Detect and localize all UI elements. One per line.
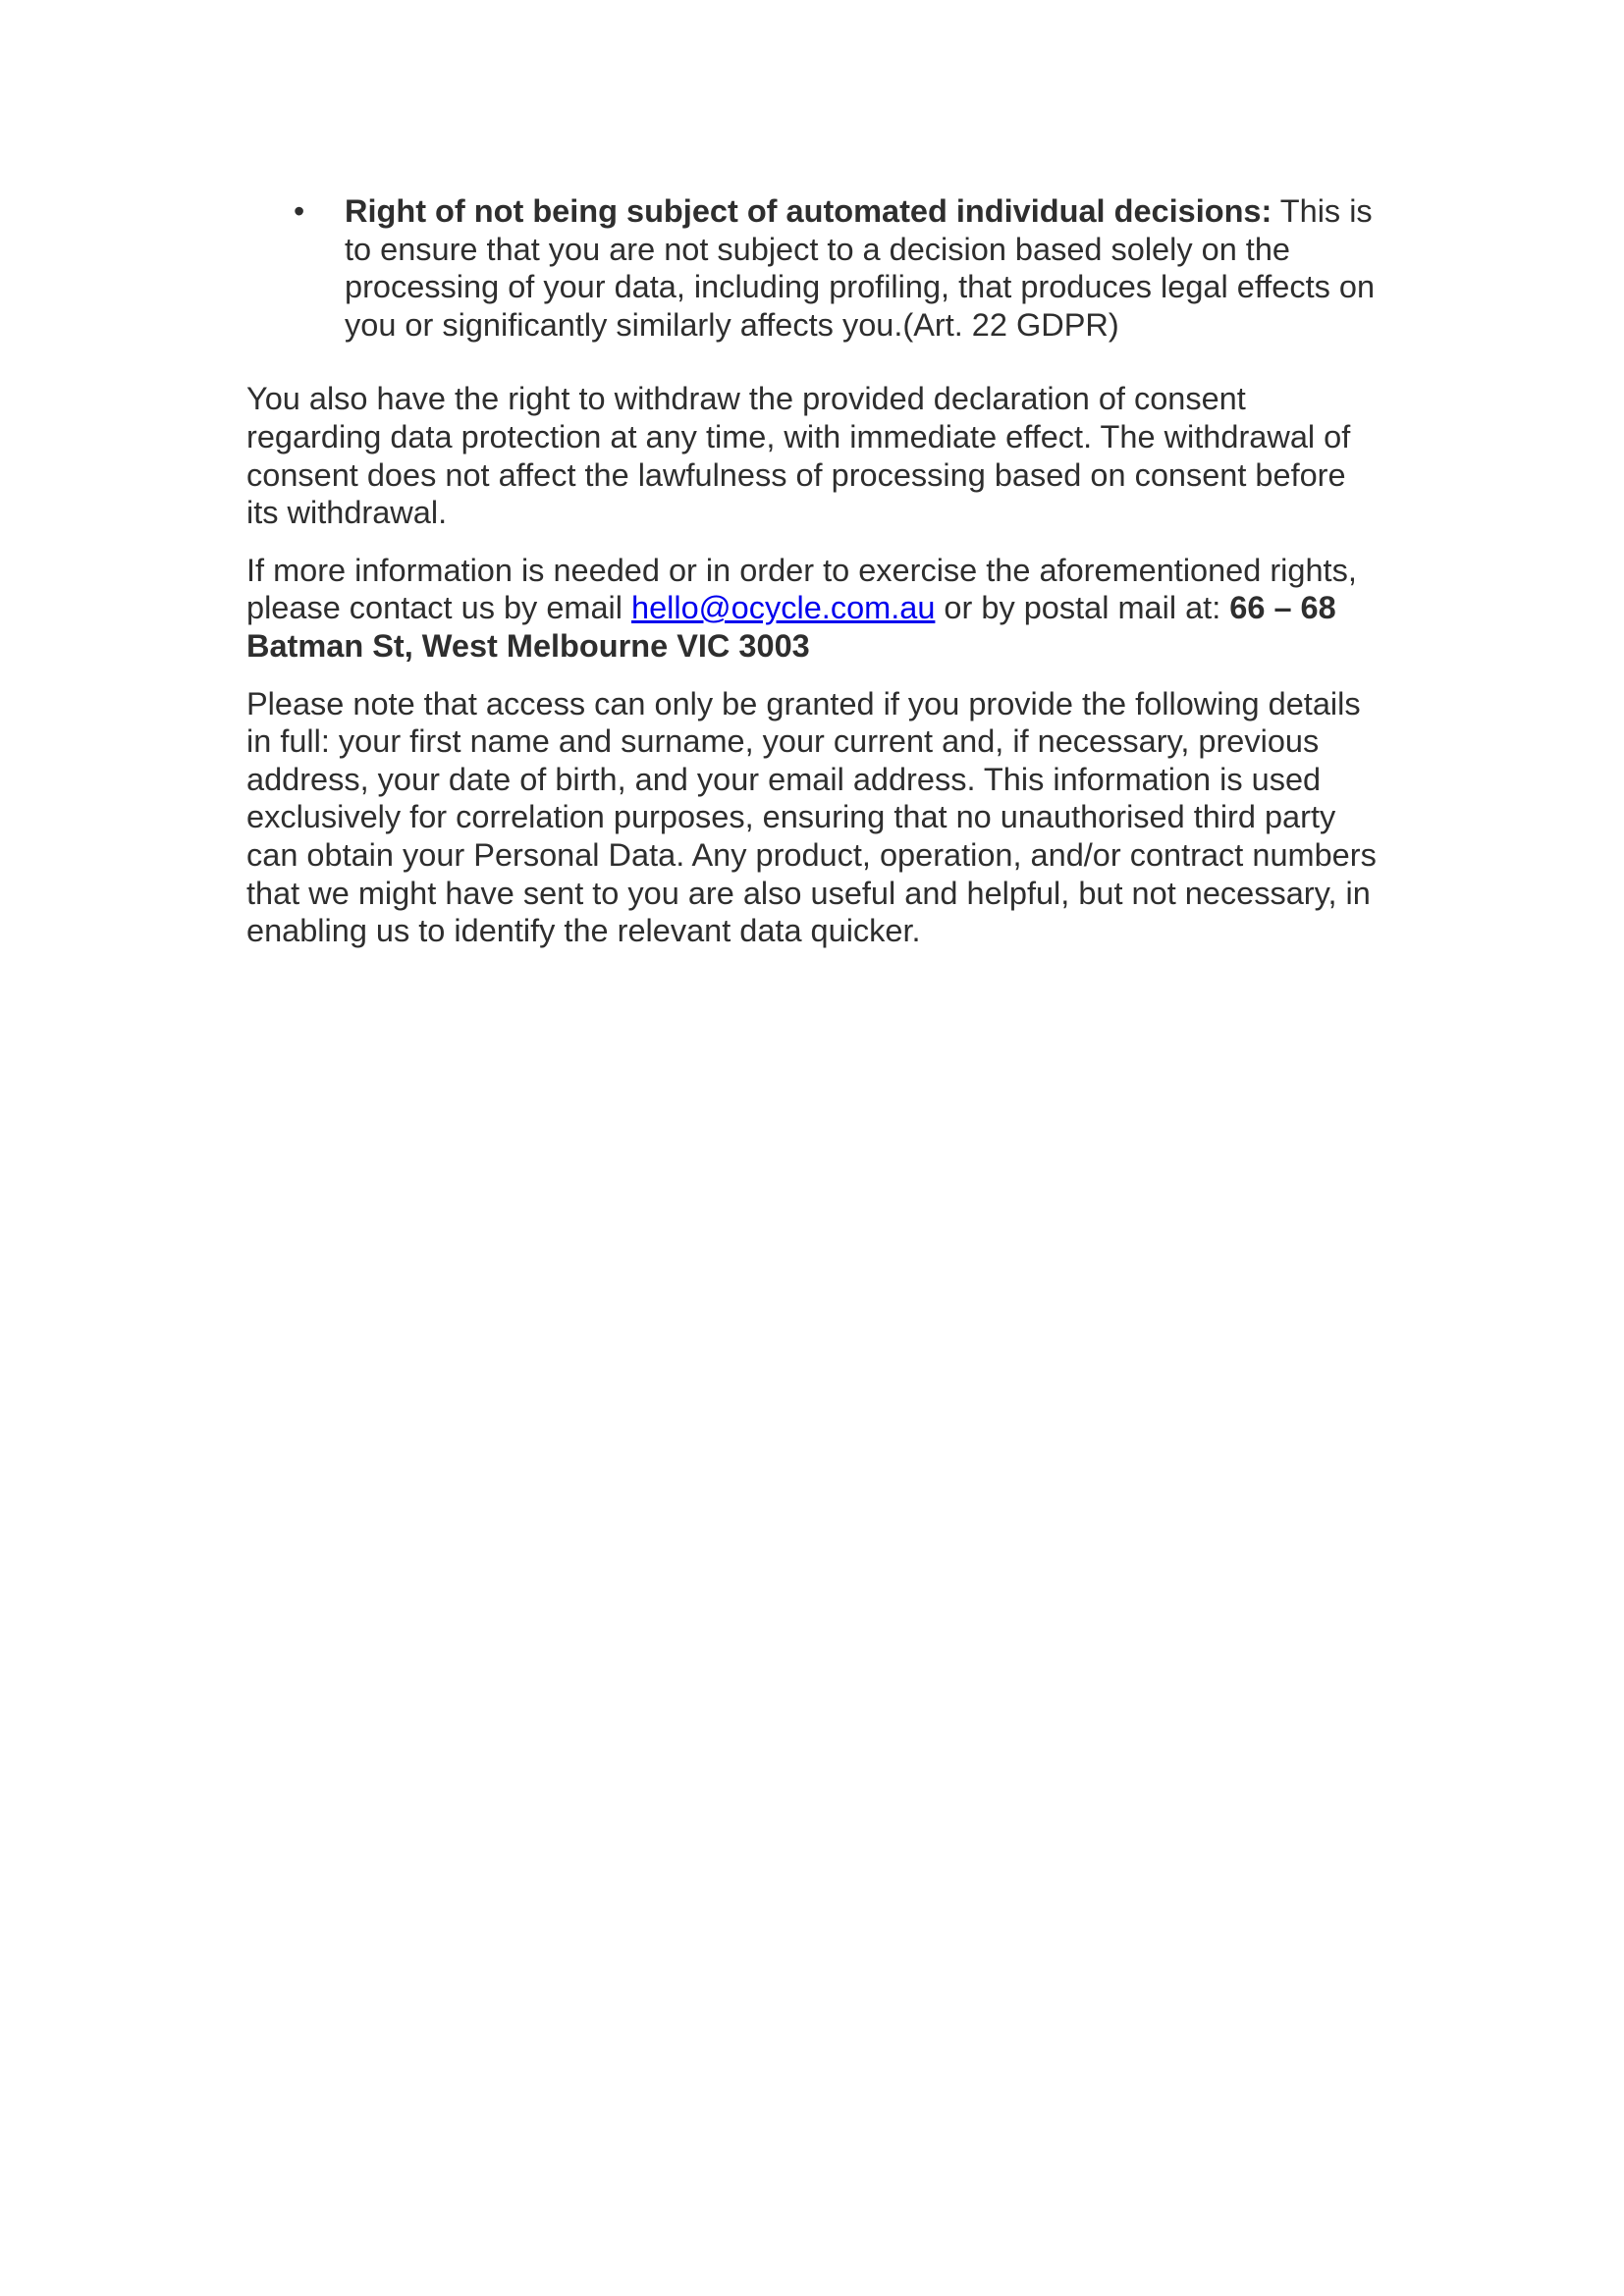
postal-address: 66 – 68 Batman St, West Melbourne VIC 3003 [246,590,1336,664]
contact-text: If more information is needed or in order to exercise the aforementioned rights, please contact us by email [246,552,1357,626]
contact-paragraph [246,552,1385,666]
list-item [246,192,1385,344]
bullet-text: This is to ensure that you are not subject to a decision based solely on the processing of your data, including profiling, that produces legal effects on you or significantly similarly affects you.(Art. 22 GDPR) [345,193,1376,343]
withdraw-paragraph: You also have the right to withdraw the provided declaration of consent regarding data protection at any time, with immediate effect. The withdrawal of consent does not affect the lawfulness of processing based on consent before its withdrawal. [246,381,1351,531]
document-body [246,192,1385,950]
access-paragraph: Please note that access can only be granted if you provide the following details in full: your first name and surname, your current and, if necessary, previous address, your date of birth, and your email address. This information is used exclusively for correlation purposes, ensuring that no unauthorised third party can obtain your Personal Data. Any product, operation, and/or contract numbers that we might have sent to you are also useful and helpful, but not necessary, in enabling us to identify the relevant data quicker. [246,685,1377,949]
bullet-heading: Right of not being subject of automated individual decisions: [345,193,1272,229]
email-link[interactable]: hello@ocycle.com.au [631,590,936,626]
rights-list [246,192,1385,344]
bullet-icon: • [294,193,305,229]
contact-postal-text: or by postal mail at: [935,590,1230,626]
